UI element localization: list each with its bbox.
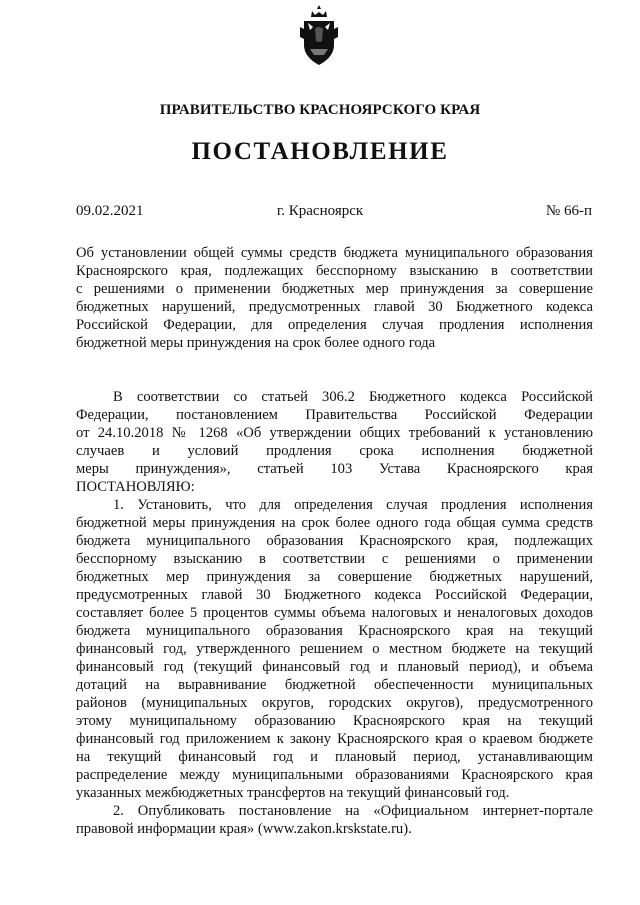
item-line: 1. Установить, что для определения случая продления исполнения <box>113 497 593 513</box>
item-line: 2. Опубликовать постановление на «Официальном интернет-портале <box>113 803 593 819</box>
coat-of-arms-icon <box>298 5 340 67</box>
preamble-line: случаев и условий продления срока исполнения бюджетной <box>76 443 593 459</box>
subject-line: Красноярского края, подлежащих бесспорному взысканию в соответствии <box>76 263 593 279</box>
subject-line: с решениями о применении бюджетных мер принуждения за совершение <box>76 281 593 297</box>
item-line: районов (муниципальных округов, городских округов), предусмотренного <box>76 695 593 711</box>
item-line: финансовый год, утвержденного решением о местном бюджете на текущий <box>76 641 593 657</box>
document-number: № 66-п <box>545 203 592 219</box>
subject-line: Об установлении общей суммы средств бюджета муниципального образования <box>76 245 593 261</box>
document-date: 09.02.2021 <box>76 203 144 219</box>
resolve-heading: ПОСТАНОВЛЯЮ: <box>76 479 195 495</box>
item-line: указанных межбюджетных трансфертов на текущий финансовый год. <box>76 785 510 801</box>
government-name: ПРАВИТЕЛЬСТВО КРАСНОЯРСКОГО КРАЯ <box>159 102 481 118</box>
item-line: этому муниципальному образованию Красноярского края на текущий <box>76 713 593 729</box>
item-line: бюджетной меры принуждения на срок более одного года общая сумма средств <box>76 515 593 531</box>
subject-line: бюджетных нарушений, предусмотренных главой 30 Бюджетного кодекса <box>76 299 593 315</box>
document-type: ПОСТАНОВЛЕНИЕ <box>191 138 449 165</box>
preamble-line: меры принуждения», статьей 103 Устава Красноярского края <box>76 461 593 477</box>
subject-line: Российской Федерации, для определения случая продления исполнения <box>76 317 593 333</box>
subject-line: бюджетной меры принуждения на срок более одного года <box>76 335 436 351</box>
preamble-line: от 24.10.2018 № 1268 «Об утверждении общих требований к установлению <box>76 425 593 441</box>
document-city: г. Красноярск <box>276 203 364 219</box>
item-line: составляет более 5 процентов суммы объема налоговых и неналоговых доходов <box>76 605 593 621</box>
item-line: бюджета муниципального образования Красноярского края на текущий <box>76 623 593 639</box>
item-line: на текущий финансовый год и плановый период, устанавливающим <box>76 749 593 765</box>
item-line: дотаций на выравнивание бюджетной обеспеченности муниципальных <box>76 677 593 693</box>
item-line: финансовый год приложением к закону Красноярского края о краевом бюджете <box>76 731 593 747</box>
item-line: предусмотренных главой 30 Бюджетного кодекса Российской Федерации, <box>76 587 593 603</box>
item-line: правовой информации края» (www.zakon.krskstate.ru). <box>76 821 412 837</box>
item-line: бюджета муниципального образования Красноярского края, подлежащих <box>76 533 593 549</box>
item-line: бесспорному взысканию в соответствии с решениями о применении <box>76 551 593 567</box>
item-line: распределение между муниципальными образованиями Красноярского края <box>76 767 593 783</box>
preamble-line: В соответствии со статьей 306.2 Бюджетного кодекса Российской <box>113 389 593 405</box>
item-line: финансовый год (текущий финансовый год и плановый период), и объема <box>76 659 593 675</box>
item-line: бюджетных мер принуждения за совершение бюджетных нарушений, <box>76 569 593 585</box>
preamble-line: Федерации, постановлением Правительства Российской Федерации <box>76 407 593 423</box>
